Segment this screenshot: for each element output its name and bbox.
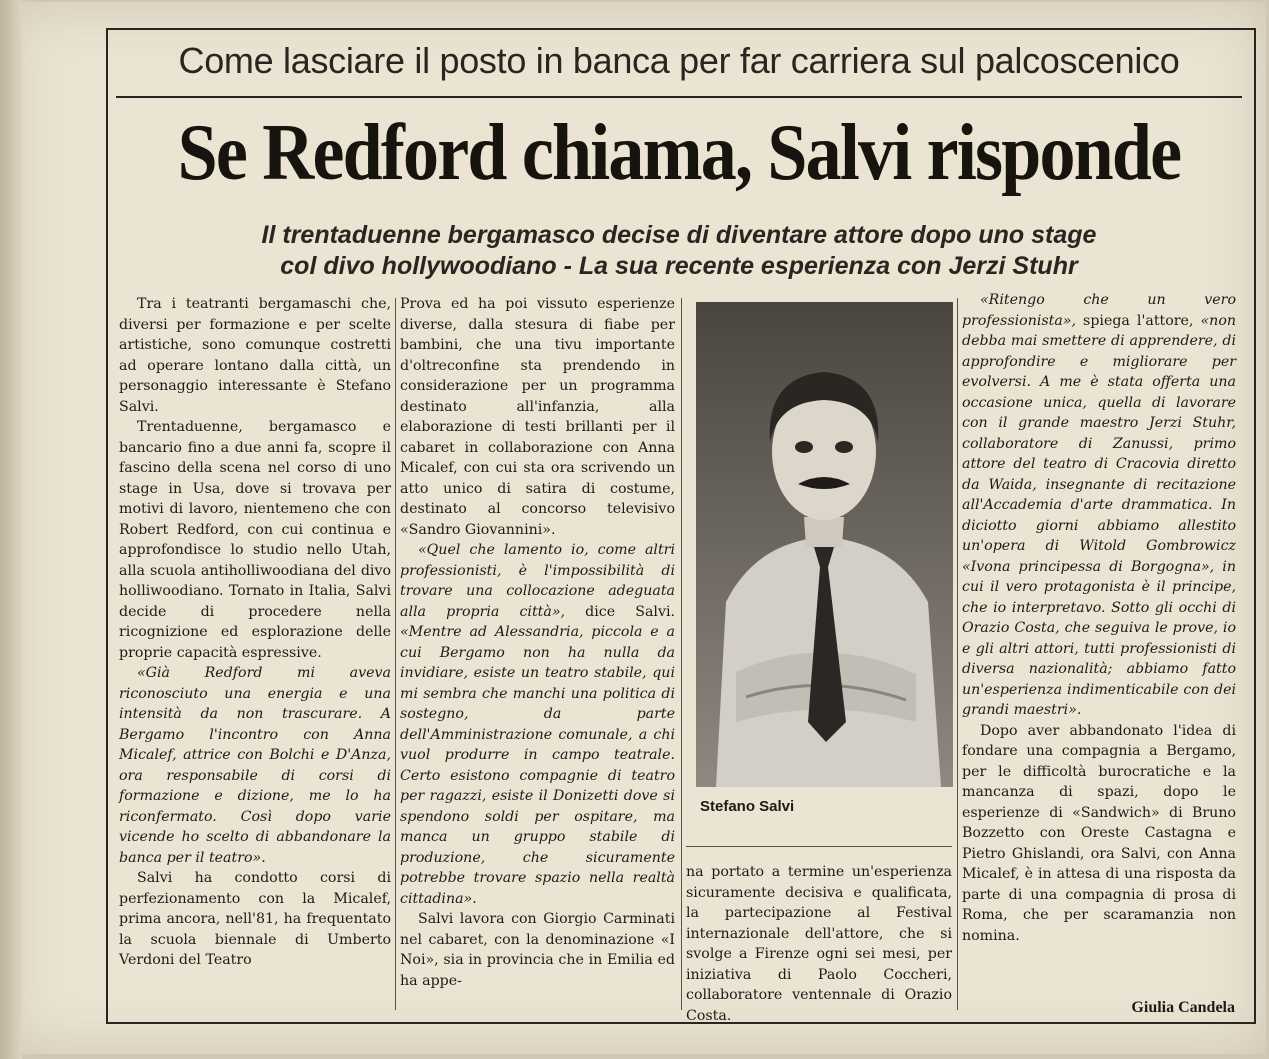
- kicker-rule: [116, 96, 1242, 98]
- article-column-3: [686, 862, 952, 1026]
- paragraph: Prova ed ha poi vissuto esperienze diverse, dalla stesura di fiabe per bambini, che una tivu importante d'oltreconfine sta prendendo in considerazione per un programma destinato all'infanzia, alla elaborazione di testi brillanti per il cabaret in collaborazione con Anna Micalef, con cui sta ora scrivendo un atto unico di satira di costume, destinato al concorso televisivo «Sandro Giovannini».: [400, 296, 675, 538]
- paragraph: Dopo aver abbandonato l'idea di fondare una compagnia a Bergamo, per le difficoltà burocratiche e la mancanza di spazi, dopo le esperienze di «Sandwich» di Bruno Bozzetto con Oreste Castagna e Pietro Ghislandi, ora Salvi, con Anna Micalef, è in attesa di una risposta da parte di una compagnia di prosa di Roma, che per scaramanzia non nomina.: [962, 722, 1236, 944]
- quote-paragraph: «Già Redford mi aveva riconosciuto una energia e una intensità da non trascurare. A Bergamo l'incontro con Anna Micalef, attrice con Bolchi e D'Anza, ora responsabile di corsi di formazione e dizione, me lo ha riconfermato. Così dopo varie vicende ho scelto di abbandonare la banca per il teatro».: [119, 665, 391, 866]
- paragraph: Tra i teatranti bergamaschi che, diversi per formazione e per scelte artistiche, sono comunque costretti ad operare lontano dalla città, un personaggio interessante è Stefano Salvi.: [119, 296, 391, 415]
- subhead-line-1: Il trentaduenne bergamasco decise di diventare attore dopo uno stage: [261, 221, 1097, 249]
- author-byline: Giulia Candela: [1131, 999, 1235, 1016]
- portrait-photo: [696, 302, 953, 787]
- paragraph: Salvi ha condotto corsi di perfezionamento con la Micalef, prima ancora, nell'81, ha frequentato la scuola biennale di Umberto Verdoni del Teatro: [119, 870, 391, 968]
- main-headline: Se Redford chiama, Salvi risponde: [177, 109, 1181, 197]
- photo-caption: Stefano Salvi: [700, 798, 795, 815]
- paragraph: Salvi lavora con Giorgio Carminati nel cabaret, con la denominazione «I Noi», sia in provincia che in Emilia ed ha appe-: [400, 911, 675, 989]
- photo-bottom-rule: [686, 846, 952, 847]
- quote-text: «non debba mai smettere di apprendere, di approfondire e migliorare per evolversi. A me è stata offerta una occasione unica, quella di lavorare con il grande maestro Jerzi Stuhr, collaboratore di Zanussi, primo attore del teatro di Cracovia diretto da Waida, insegnante di recitazione all'Accademia d'arte drammatica. In diciotto giorni abbiamo allestito un'opera di Witold Gombrowicz «Ivona principessa di Borgogna», in cui il vero protagonista è il principe, che io interpretavo. Sotto gli occhi di Orazio Costa, che seguiva le prove, io e gli altri attori, tutti professionisti di diversa nazionalità; abbiamo fatto un'esperienza indimenticabile con dei grandi maestri».: [962, 312, 1236, 718]
- article-column-4: [962, 290, 1236, 946]
- quote-text: «Ritengo che un vero professionista»,: [962, 292, 1236, 329]
- torn-edge: [0, 0, 22, 1059]
- paragraph: [400, 540, 675, 909]
- article-column-1: [119, 294, 391, 971]
- kicker-headline: Come lasciare il posto in banca per far carriera sul palcoscenico: [178, 40, 1180, 81]
- column-divider: [681, 298, 682, 1010]
- column-divider: [395, 298, 396, 1010]
- column-divider: [957, 298, 958, 1010]
- quote-text: «Quel che lamento io, come altri professionisti, è l'impossibilità di trovare una collocazione adeguata alla propria città»,: [400, 542, 675, 620]
- portrait-illustration: [696, 302, 953, 787]
- paragraph: Trentaduenne, bergamasco e bancario fino a due anni fa, scopre il fascino della scena nel corso di uno stage in Usa, dove si trovava per motivi di lavoro, nientemeno che con Robert Redford, con cui continua e approfondisce lo studio nello Utah, alla scuola antiholliwoodiana del divo holliwoodiano. Tornato in Italia, Salvi decide di procedere nella ricognizione ed esplorazione delle proprie capacità espressive.: [119, 419, 391, 661]
- paragraph: na portato a termine un'esperienza sicuramente decisiva e qualificata, la partecipazione al Festival internazionale dell'attore, che si svolge a Firenze ogni sei mesi, per iniziativa di Paolo Coccheri, collaboratore ventennale di Orazio Costa.: [686, 864, 952, 1024]
- paragraph: [962, 290, 1236, 721]
- subheadline: [106, 220, 1252, 282]
- attribution: dice Salvi.: [565, 603, 676, 620]
- attribution: spiega l'attore,: [1076, 312, 1201, 329]
- article-column-2: [400, 294, 675, 991]
- quote-text: «Mentre ad Alessandria, piccola e a cui Bergamo non ha nulla da invidiare, esiste un teatro stabile, qui mi sembra che manchi una politica di sostegno, da parte dell'Amministrazione comunale, a chi vuol produrre in campo teatrale. Certo esistono compagnie di teatro per ragazzi, esiste il Donizetti dove si spendono soldi per ospitare, ma manca un gruppo stabile di produzione, che sicuramente potrebbe trovare spazio nella realtà cittadina».: [400, 624, 675, 907]
- subhead-line-2: col divo hollywoodiano - La sua recente esperienza con Jerzi Stuhr: [280, 252, 1078, 280]
